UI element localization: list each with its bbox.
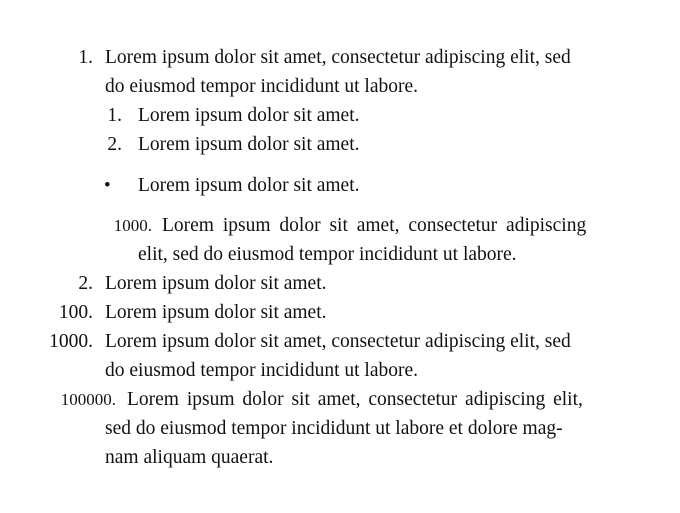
bullet-marker: •: [104, 175, 111, 196]
sublist-marker-2: 2.: [107, 134, 122, 155]
sublist-item-1000-line-2: elit, sed do eiusmod tempor incididunt ut labore.: [138, 244, 517, 265]
list-item-100: Lorem ipsum dolor sit amet.: [105, 302, 327, 323]
sublist-marker-1000: 1000.: [113, 216, 152, 235]
sublist-item-1: Lorem ipsum dolor sit amet.: [138, 105, 360, 126]
list-item-100000-line-1: Lorem ipsum dolor sit amet, consectetur adipiscing elit,: [127, 389, 583, 410]
list-item-1000-line-1: Lorem ipsum dolor sit amet, consectetur adipiscing elit, sed: [105, 331, 571, 352]
list-item-1-line-1: Lorem ipsum dolor sit amet, consectetur adipiscing elit, sed: [105, 47, 571, 68]
list-marker-2: 2.: [78, 273, 93, 294]
bullet-item: Lorem ipsum dolor sit amet.: [138, 175, 360, 196]
list-item-1000-line-2: do eiusmod tempor incididunt ut labore.: [105, 360, 419, 381]
list-item-100000-line-2: sed do eiusmod tempor incididunt ut labore et dolore mag-: [105, 418, 563, 439]
sublist-item-2: Lorem ipsum dolor sit amet.: [138, 134, 360, 155]
list-marker-1: 1.: [78, 47, 93, 68]
list-item-1-line-2: do eiusmod tempor incididunt ut labore.: [105, 76, 419, 97]
list-marker-1000: 1000.: [49, 331, 93, 352]
sublist-item-1000-line-1: Lorem ipsum dolor sit amet, consectetur adipiscing: [162, 215, 587, 236]
list-item-100000-line-3: nam aliquam quaerat.: [105, 447, 274, 468]
list-marker-100: 100.: [58, 302, 93, 323]
sublist-marker-1: 1.: [107, 105, 122, 126]
list-item-2: Lorem ipsum dolor sit amet.: [105, 273, 327, 294]
list-marker-100000: 100000.: [60, 390, 116, 409]
